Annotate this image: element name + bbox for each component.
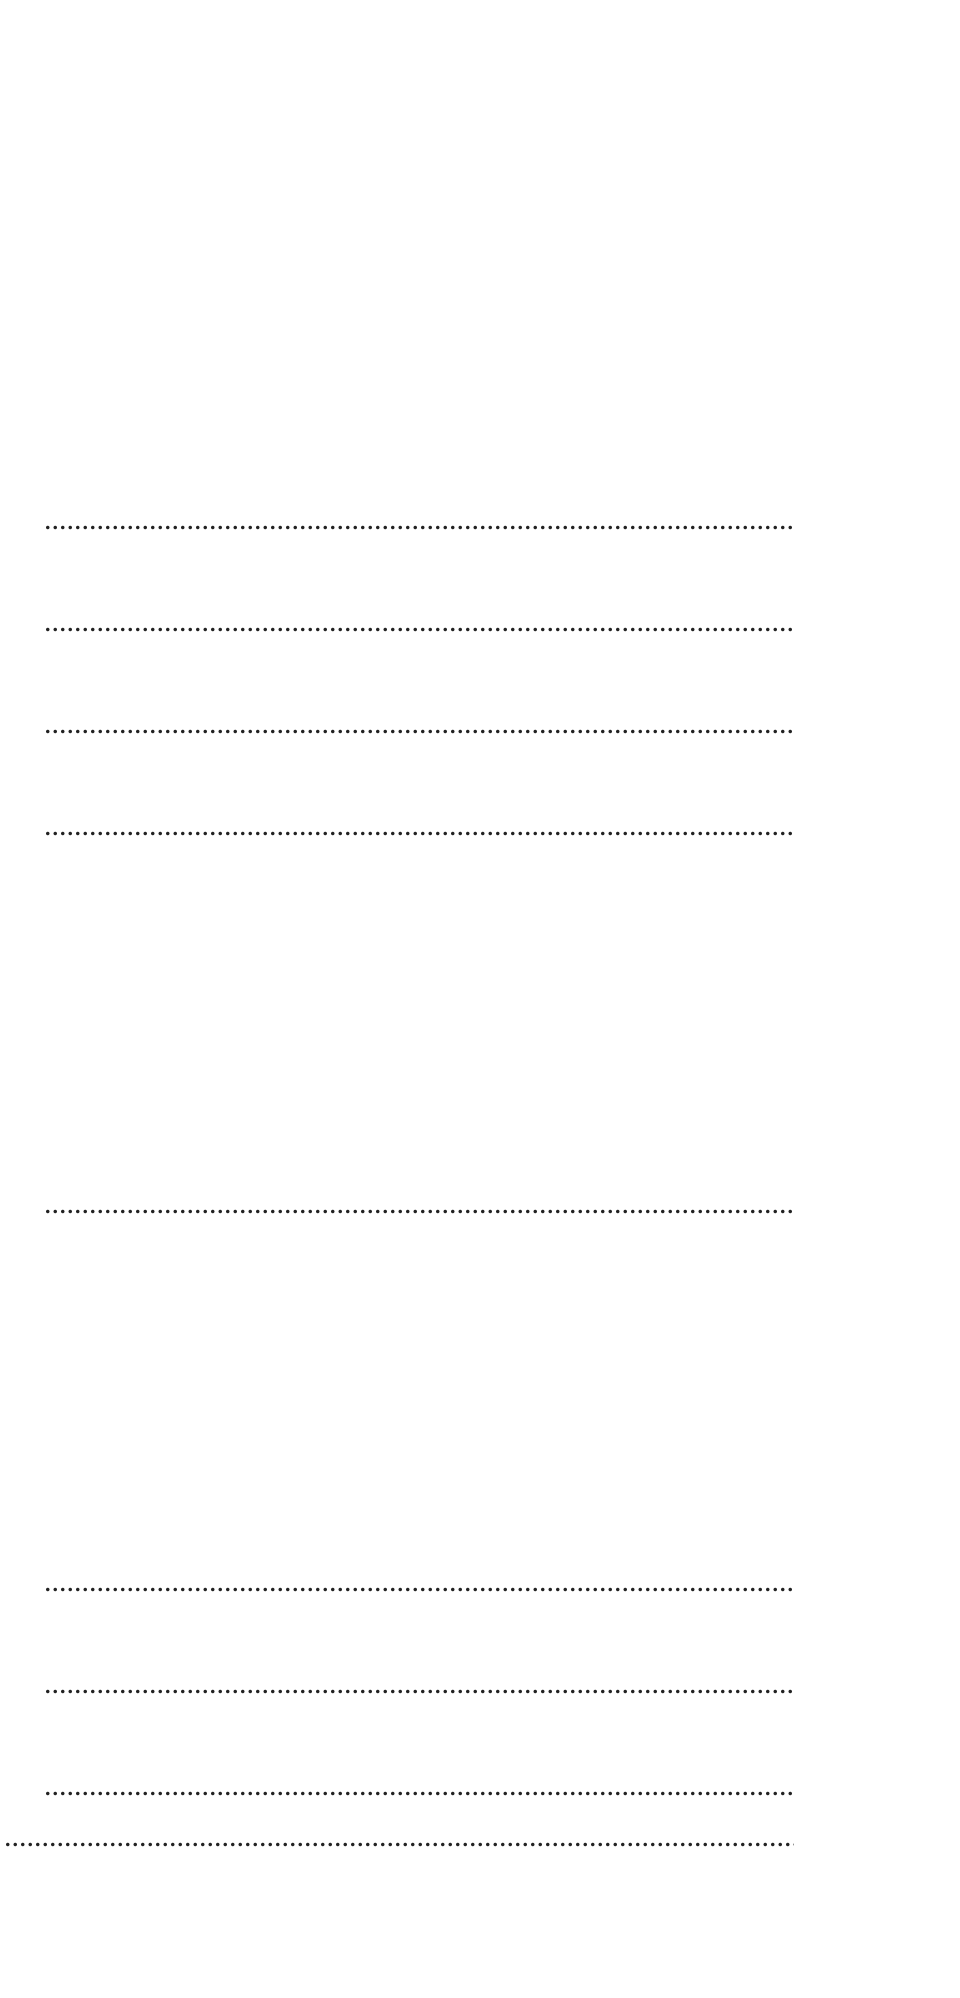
toc-entry[interactable] xyxy=(4,446,924,546)
entry-continuation xyxy=(44,496,794,544)
toc-entry[interactable] xyxy=(4,752,924,852)
toc-entry[interactable] xyxy=(4,548,924,648)
toc-entry[interactable] xyxy=(4,1610,924,1710)
entry-page-number xyxy=(844,598,924,646)
entry-title xyxy=(4,650,924,698)
entry-title xyxy=(4,548,924,596)
entry-continuation xyxy=(44,1660,794,1708)
entry-title xyxy=(4,1813,794,1861)
entry-title xyxy=(4,752,924,800)
entry-page-number xyxy=(844,1180,924,1228)
toc-entry[interactable] xyxy=(4,1508,924,1608)
entry-continuation xyxy=(44,1180,794,1228)
entry-page-number xyxy=(844,496,924,544)
toc-entry[interactable] xyxy=(4,1712,924,1812)
entry-title xyxy=(4,1610,924,1658)
entry-page-number xyxy=(844,1558,924,1606)
entry-continuation xyxy=(44,700,794,748)
entry-continuation xyxy=(44,802,794,850)
entry-title xyxy=(4,446,924,494)
entry-page-number xyxy=(844,700,924,748)
entry-continuation xyxy=(44,1558,794,1606)
toc-entry[interactable] xyxy=(4,650,924,750)
toc-entry[interactable] xyxy=(4,1813,924,1863)
entry-page-number xyxy=(844,802,924,850)
toc-entry[interactable] xyxy=(4,1130,924,1230)
entry-page-number xyxy=(844,1660,924,1708)
entry-title xyxy=(4,1712,924,1760)
entry-continuation xyxy=(44,598,794,646)
entry-page-number xyxy=(844,1762,924,1810)
entry-title xyxy=(4,1130,924,1178)
entry-page-number xyxy=(844,1813,924,1861)
entry-continuation xyxy=(44,1762,794,1810)
entry-title xyxy=(4,1508,924,1556)
